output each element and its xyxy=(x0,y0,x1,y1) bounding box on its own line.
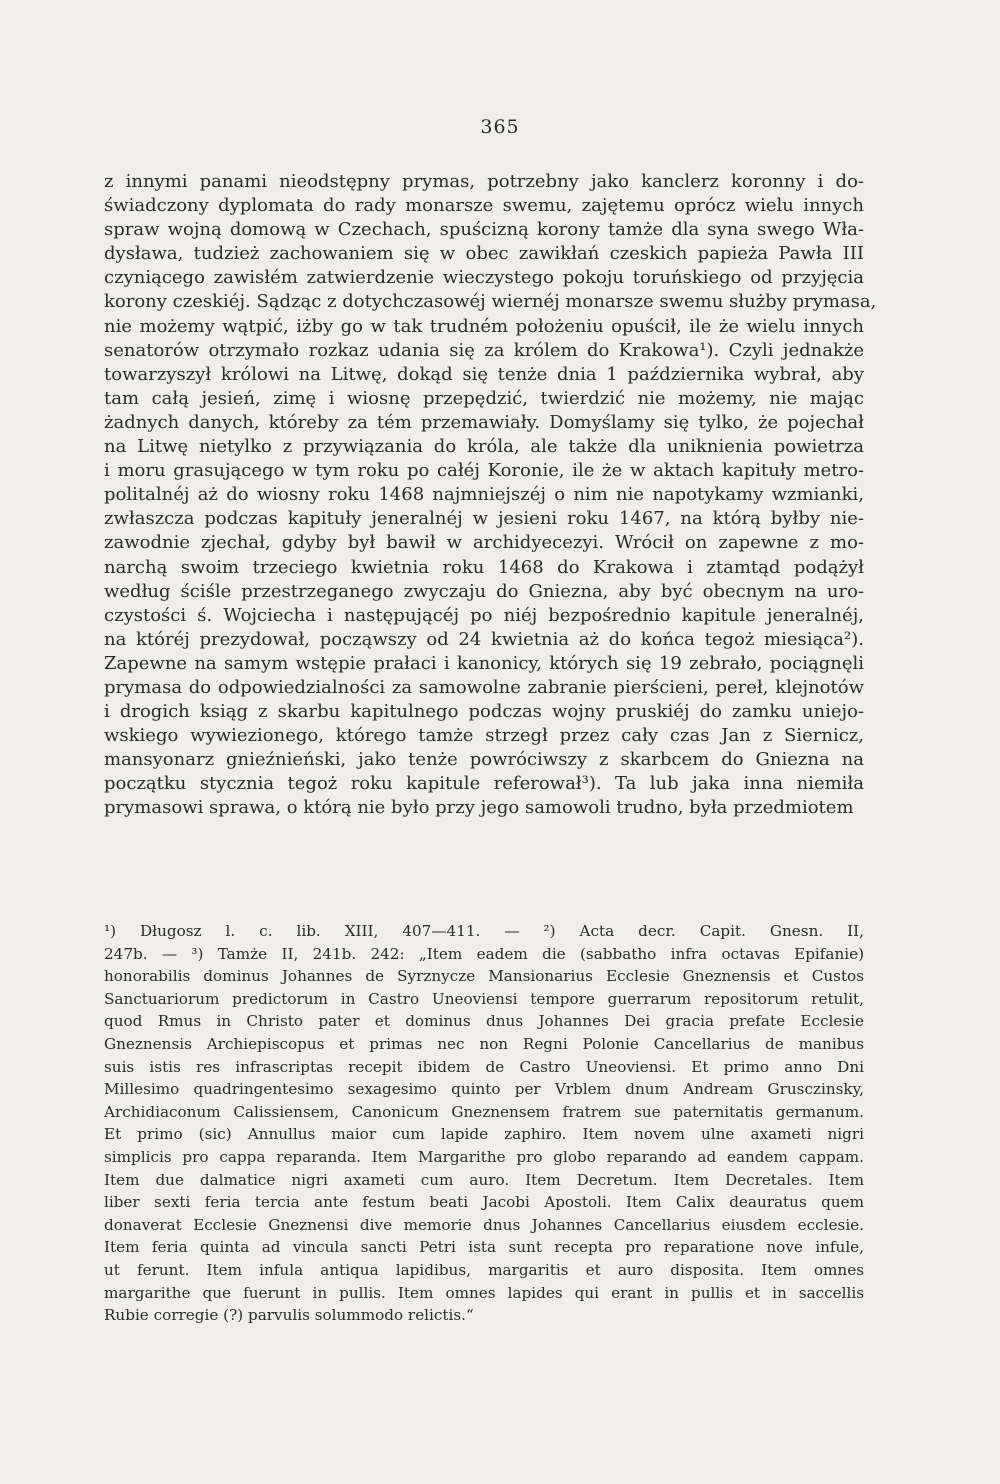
body_lines-line: początku stycznia tegoż roku kapitule referował³). Ta lub jaka inna niemiła xyxy=(104,773,864,795)
body_lines-line: tam całą jesień, zimę i wiosnę przepędzić, twierdzić nie możemy, nie mając xyxy=(104,387,864,409)
footnote_lines-line: Item due dalmatice nigri axameti cum auro. Item Decretum. Item Decretales. Item xyxy=(104,1170,864,1189)
footnote_lines-line: honorabilis dominus Johannes de Syrznycze Mansionarius Ecclesie Gneznensis et Custos xyxy=(104,967,864,986)
footnote_lines-line: Archidiaconum Calissiensem, Canonicum Gneznensem fratrem sue paternitatis germanum. xyxy=(104,1102,864,1121)
body_lines-line: dysława, tudzież zachowaniem się w obec zawikłań czeskich papieża Pawła III xyxy=(104,243,864,265)
footnote_lines-line: quod Rmus in Christo pater et dominus dnus Johannes Dei gracia prefate Ecclesie xyxy=(104,1012,864,1031)
body_lines-line: wskiego wywiezionego, którego tamże strzegł przez cały czas Jan z Siernicz, xyxy=(104,725,864,747)
footnote_lines-line: simplicis pro cappa reparanda. Item Margarithe pro globo reparando ad eandem cappam. xyxy=(104,1147,864,1166)
body_lines-line: według ściśle przestrzeganego zwyczaju do Gniezna, aby być obecnym na uro- xyxy=(104,580,864,602)
body_lines-line: Zapewne na samym wstępie prałaci i kanonicy, których się 19 zebrało, pociągnęli xyxy=(104,652,864,674)
footnote_lines-line: Et primo (sic) Annullus maior cum lapide zaphiro. Item novem ulne axameti nigri xyxy=(104,1125,864,1144)
body_lines-line: zwłaszcza podczas kapituły jeneralnéj w jesieni roku 1467, na którą byłby nie- xyxy=(104,508,864,530)
footnote_lines-line: donaverat Ecclesie Gneznensi dive memorie dnus Johannes Cancellarius eiusdem ecclesie. xyxy=(104,1215,864,1234)
footnote_lines-line: suis istis res infrascriptas recepit ibidem de Castro Uneoviensi. Et primo anno Dni xyxy=(104,1057,864,1076)
body_lines-line: narchą swoim trzeciego kwietnia roku 1468 do Krakowa i ztamtąd podążył xyxy=(104,556,864,578)
body_lines-line: politalnéj aż do wiosny roku 1468 najmniejszéj o nim nie napotykamy wzmianki, xyxy=(104,484,864,506)
body_lines-line: na któréj prezydował, począwszy od 24 kwietnia aż do końca tegoż miesiąca²). xyxy=(104,628,864,650)
footnote_lines-line: Sanctuariorum predictorum in Castro Uneoviensi tempore guerrarum repositorum retulit, xyxy=(104,989,864,1008)
body_lines-line: żadnych danych, któreby za tém przemawiały. Domyślamy się tylko, że pojechał xyxy=(104,411,864,433)
body_lines-line: czyniącego zawisłém zatwierdzenie wieczystego pokoju toruńskiego od przyjęcia xyxy=(104,267,864,289)
footnote_lines-line: 247b. — ³) Tamże II, 241b. 242: „Item eadem die (sabbatho infra octavas Epifanie) xyxy=(104,944,864,963)
page-number: 365 xyxy=(480,116,520,138)
body_lines-line: i drogich ksiąg z skarbu kapitulnego podczas wojny pruskiéj do zamku uniejo- xyxy=(104,701,864,723)
footnote_lines-line: ¹) Długosz l. c. lib. XIII, 407—411. — ²) Acta decr. Capit. Gnesn. II, xyxy=(104,922,864,940)
body_lines-line: spraw wojną domową w Czechach, spuścizną korony tamże dla syna swego Wła- xyxy=(104,219,864,241)
body_lines-line: prymasa do odpowiedzialności za samowolne zabranie pierścieni, pereł, klejnotów xyxy=(104,676,864,698)
body_lines-line: towarzyszył królowi na Litwę, dokąd się tenże dnia 1 października wybrał, aby xyxy=(104,363,864,385)
footnote_lines-line: Gneznensis Archiepiscopus et primas nec non Regni Polonie Cancellarius de manibus xyxy=(104,1034,864,1053)
body_lines-line: prymasowi sprawa, o którą nie było przy jego samowoli trudno, była przedmiotem xyxy=(104,797,854,819)
footnote_lines-line: liber sexti feria tercia ante festum beati Jacobi Apostoli. Item Calix deauratus quem xyxy=(104,1193,864,1212)
body_lines-line: z innymi panami nieodstępny prymas, potrzebny jako kanclerz koronny i do- xyxy=(104,171,864,192)
body_lines-line: zawodnie zjechał, gdyby był bawił w archidyecezyi. Wrócił on zapewne z mo- xyxy=(104,532,864,554)
body_lines-line: senatorów otrzymało rozkaz udania się za królem do Krakowa¹). Czyli jednakże xyxy=(104,339,864,361)
body_lines-line: czystości ś. Wojciecha i następującéj po niéj bezpośrednio kapitule jeneralnéj, xyxy=(104,604,864,626)
footnote_lines-line: Rubie corregie (?) parvulis solummodo relictis.“ xyxy=(104,1306,474,1325)
footnote_lines-line: ut ferunt. Item infula antiqua lapidibus, margaritis et auro disposita. Item omnes xyxy=(104,1260,864,1279)
footnote_lines-line: Millesimo quadringentesimo sexagesimo quinto per Vrblem dnum Andream Grusczinsky, xyxy=(104,1080,864,1099)
body_lines-line: nie możemy wątpić, iżby go w tak trudném położeniu opuścił, ile że wielu innych xyxy=(104,315,864,337)
body_lines-line: korony czeskiéj. Sądząc z dotychczasowéj wiernéj monarsze swemu służby prymasa, xyxy=(104,291,877,313)
body_lines-line: na Litwę nietylko z przywiązania do króla, ale także dla uniknienia powietrza xyxy=(104,436,864,458)
footnote_lines-line: margarithe que fuerunt in pullis. Item omnes lapides qui erant in pullis et in saccellis xyxy=(104,1283,864,1302)
main-text xyxy=(104,170,877,821)
footnote_lines-line: Item feria quinta ad vincula sancti Petri ista sunt recepta pro reparatione nove infule, xyxy=(104,1238,864,1257)
body_lines-line: świadczony dyplomata do rady monarsze swemu, zajętemu oprócz wielu innych xyxy=(104,195,864,217)
body_lines-line: mansyonarz gnieźnieński, jako tenże powróciwszy z skarbcem do Gniezna na xyxy=(104,749,864,771)
footnotes xyxy=(104,920,864,1327)
body_lines-line: i moru grasującego w tym roku po całéj Koronie, ile że w aktach kapituły metro- xyxy=(104,460,864,482)
